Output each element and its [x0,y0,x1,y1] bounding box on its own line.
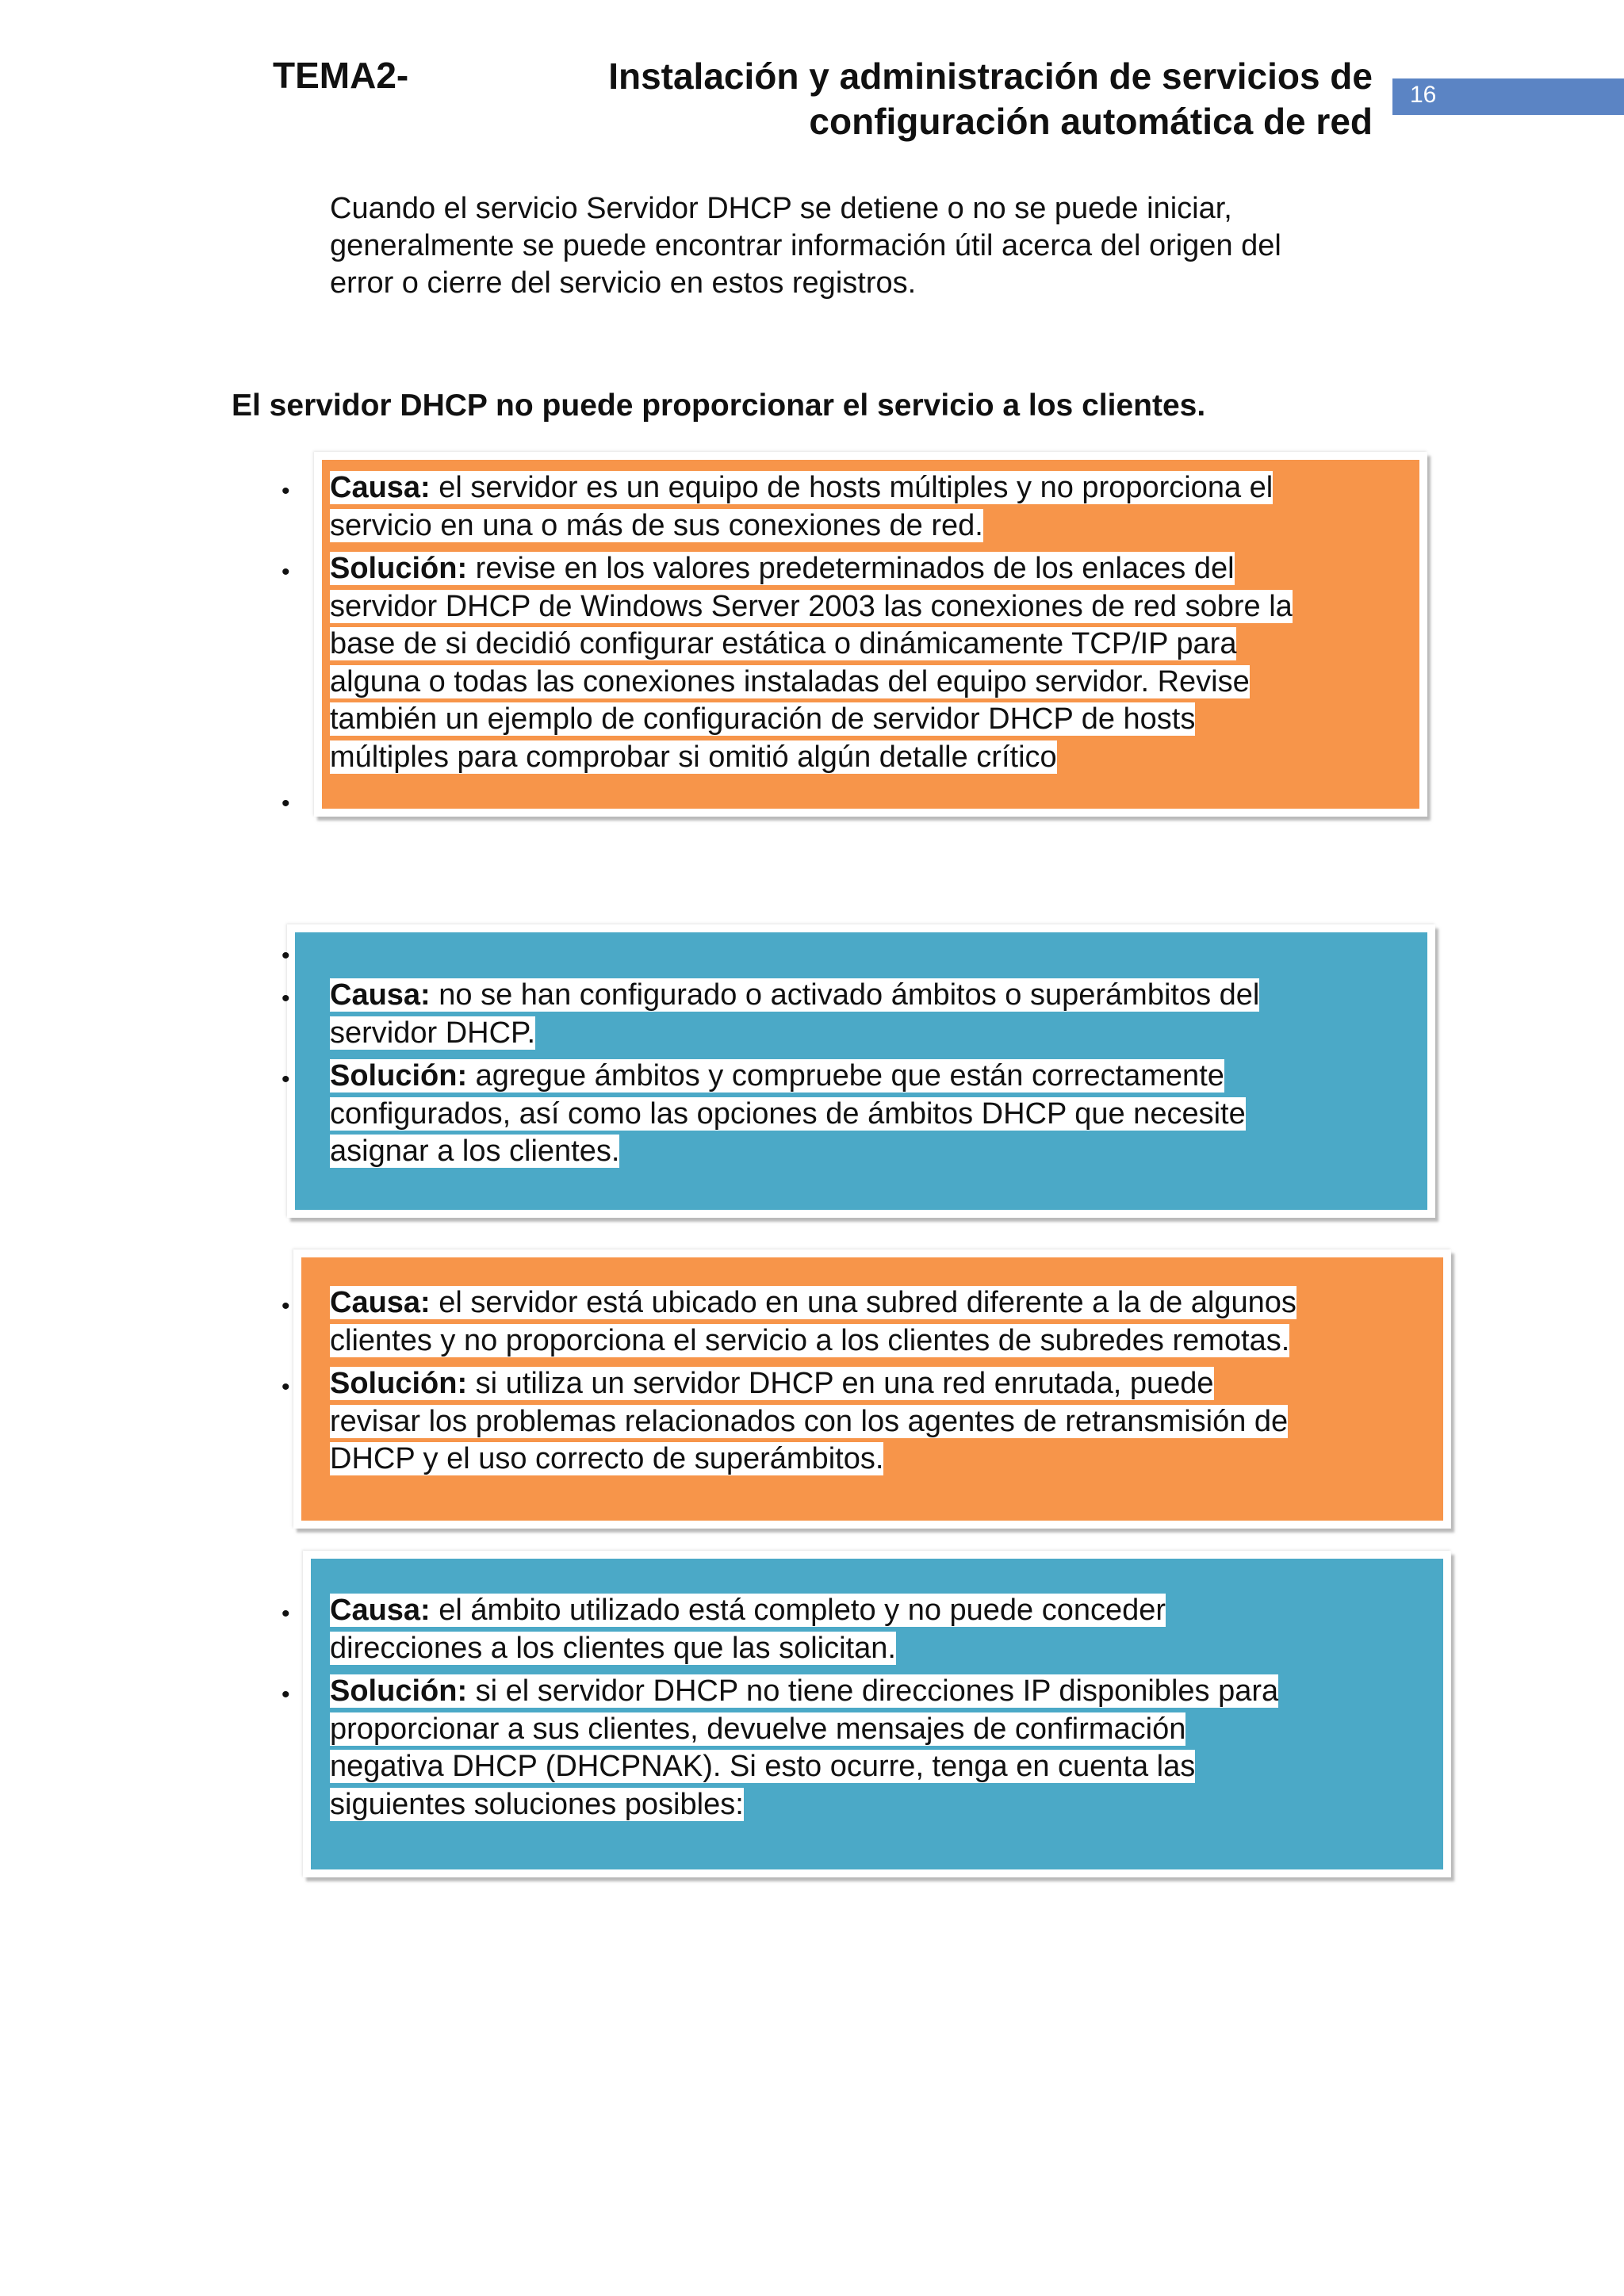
bullet: • [282,478,290,504]
solution-item [330,1365,1424,1479]
intro-line: Cuando el servicio Servidor DHCP se detiene o no se puede iniciar, [330,192,1232,225]
solution-text: revise en los valores predeterminados de los enlaces del [475,552,1235,585]
solution-label: Solución: [330,552,468,585]
bullet: • [282,1682,290,1708]
bullet: • [282,1601,290,1627]
solution-label: Solución: [330,1674,468,1708]
cause-text: direcciones a los clientes que las solicitan. [330,1631,896,1665]
cause-text: el servidor está ubicado en una subred diferente a la de algunos [439,1286,1297,1319]
solution-text: si el servidor DHCP no tiene direcciones IP disponibles para [475,1674,1279,1708]
bullet: • [282,1066,290,1093]
bullet: • [282,1293,290,1319]
highlighted-text [330,471,1273,542]
header-title-line-2: configuración automática de red [809,101,1373,142]
cause-item [330,1592,1424,1667]
cause-text: clientes y no proporciona el servicio a los clientes de subredes remotas. [330,1323,1290,1357]
section-heading: El servidor DHCP no puede proporcionar el servicio a los clientes. [232,388,1206,423]
page-number-tab [1392,78,1624,115]
solution-text: múltiples para comprobar si omitió algún detalle crítico [330,740,1057,774]
highlighted-text [330,1594,1166,1665]
intro-line: generalmente se puede encontrar información útil acerca del origen del [330,229,1281,262]
chapter-label: TEMA2- [273,55,409,96]
solution-label: Solución: [330,1367,468,1400]
cause-item [330,977,1424,1052]
highlighted-text [330,1367,1288,1475]
solution-text: siguientes soluciones posibles: [330,1787,744,1821]
bullet: • [282,559,290,585]
solution-item [330,550,1424,776]
solution-text: configurados, así como las opciones de ámbitos DHCP que necesite [330,1096,1246,1131]
cause-label: Causa: [330,978,431,1012]
solution-text: negativa DHCP (DHCPNAK). Si esto ocurre, tenga en cuenta las [330,1750,1196,1783]
solution-text: base de si decidió configurar estática o dinámicamente TCP/IP para [330,627,1237,660]
solution-text: servidor DHCP de Windows Server 2003 las conexiones de red sobre la [330,589,1293,623]
highlighted-text [330,978,1259,1050]
bullet: • [282,943,290,969]
solution-text: revisar los problemas relacionados con los agentes de retransmisión de [330,1404,1289,1438]
bullet: • [282,985,290,1012]
bullet: • [282,790,290,817]
cause-text: el ámbito utilizado está completo y no puede conceder [439,1594,1166,1627]
header-title-line-1: Instalación y administración de servicios de [608,55,1373,97]
solution-text: si utiliza un servidor DHCP en una red enrutada, puede [475,1367,1214,1400]
solution-label: Solución: [330,1059,468,1093]
page-number: 16 [1410,82,1437,108]
solution-item [330,1058,1424,1171]
cause-label: Causa: [330,471,431,504]
cause-text: servidor DHCP. [330,1016,536,1050]
solution-text: alguna o todas las conexiones instaladas del equipo servidor. Revise [330,664,1250,698]
highlighted-text [330,1286,1297,1357]
solution-text: también un ejemplo de configuración de servidor DHCP de hosts [330,702,1196,736]
highlighted-text [330,552,1293,774]
cause-text: no se han configurado o activado ámbitos o superámbitos del [439,978,1260,1012]
solution-text: DHCP y el uso correcto de superámbitos. [330,1442,884,1475]
solution-text: asignar a los clientes. [330,1135,620,1168]
solution-item [330,1673,1424,1823]
intro-line: error o cierre del servicio en estos registros. [330,266,917,300]
cause-label: Causa: [330,1286,431,1319]
solution-text: agregue ámbitos y compruebe que están correctamente [475,1059,1224,1093]
cause-item [330,469,1424,545]
cause-item [330,1284,1424,1360]
cause-text: servicio en una o más de sus conexiones de red. [330,508,983,542]
cause-label: Causa: [330,1594,431,1627]
solution-text: proporcionar a sus clientes, devuelve mensajes de confirmación [330,1712,1186,1746]
highlighted-text [330,1674,1278,1821]
cause-text: el servidor es un equipo de hosts múltiples y no proporciona el [439,471,1274,504]
highlighted-text [330,1059,1246,1168]
intro-paragraph [330,190,1385,302]
bullet: • [282,1374,290,1400]
page-header-title [485,54,1373,144]
